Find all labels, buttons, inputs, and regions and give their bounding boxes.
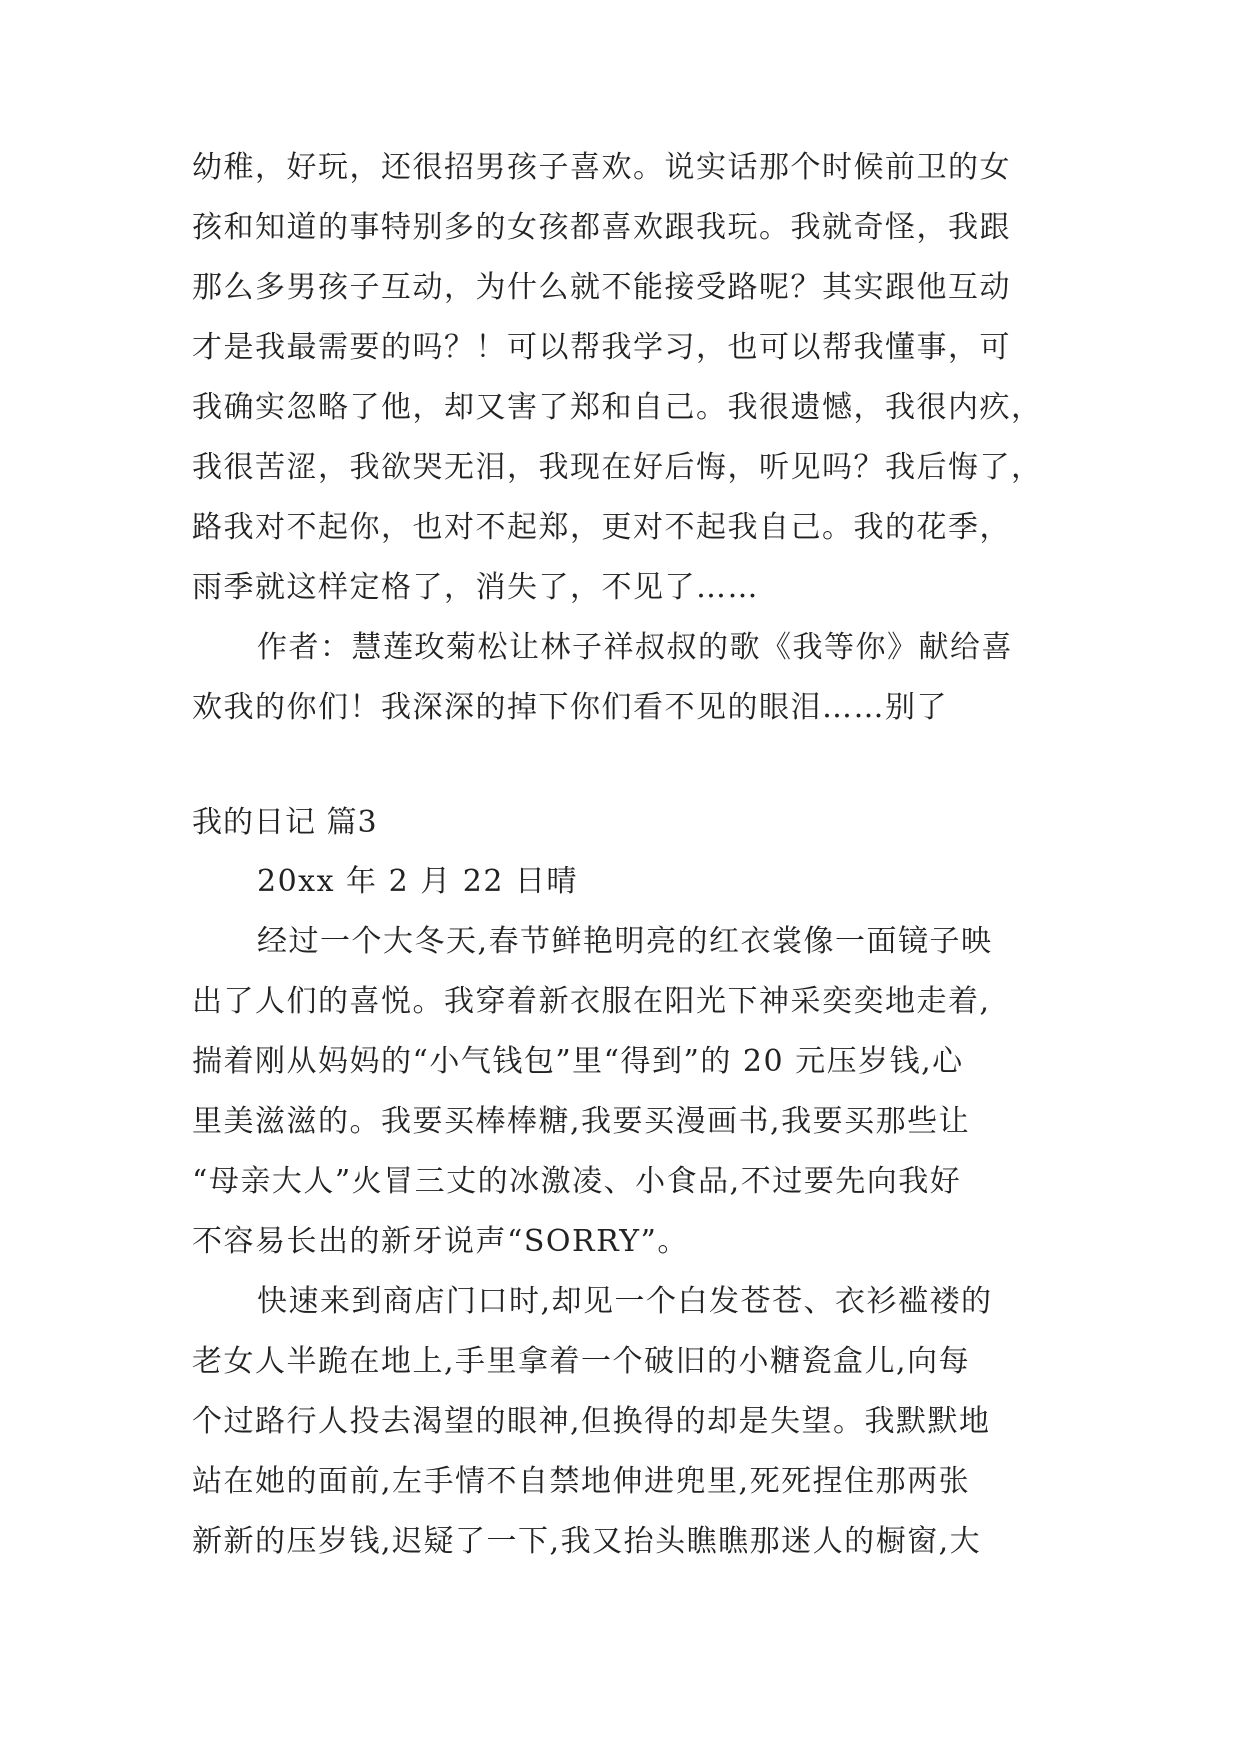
date-line: 20xx 年 2 月 22 日晴 — [257, 864, 578, 899]
text-line: 老女人半跪在地上,手里拿着一个破旧的小糖瓷盒儿,向每 — [192, 1344, 971, 1379]
text-line: 我很苦涩，我欲哭无泪，我现在好后悔，听见吗？我后悔了， — [192, 450, 1043, 485]
text-line: 不容易长出的新牙说声“SORRY”。 — [192, 1224, 689, 1259]
text-line: 揣着刚从妈妈的“小气钱包”里“得到”的 20 元压岁钱,心 — [192, 1044, 964, 1079]
author-note-line: 作者：慧莲玫菊松让林子祥叔叔的歌《我等你》献给喜 — [257, 630, 1013, 665]
text-line: 我确实忽略了他，却又害了郑和自己。我很遗憾，我很内疚， — [192, 390, 1043, 425]
text-line: 出了人们的喜悦。我穿着新衣服在阳光下神采奕奕地走着, — [192, 984, 991, 1019]
section-title: 我的日记 篇3 — [192, 805, 378, 840]
text-line: 雨季就这样定格了，消失了，不见了…… — [192, 570, 759, 605]
text-line: 经过一个大冬天,春节鲜艳明亮的红衣裳像一面镜子映 — [257, 924, 993, 959]
text-line: “母亲大人”火冒三丈的冰激凌、小食品,不过要先向我好 — [192, 1164, 962, 1199]
text-line: 个过路行人投去渴望的眼神,但换得的却是失望。我默默地 — [192, 1404, 991, 1439]
text-line: 才是我最需要的吗？！可以帮我学习，也可以帮我懂事，可 — [192, 330, 1011, 365]
text-line: 里美滋滋的。我要买棒棒糖,我要买漫画书,我要买那些让 — [192, 1104, 971, 1139]
text-line: 站在她的面前,左手情不自禁地伸进兜里,死死捏住那两张 — [192, 1464, 971, 1499]
author-note-line: 欢我的你们！我深深的掉下你们看不见的眼泪……别了 — [192, 690, 948, 725]
text-line: 路我对不起你，也对不起郑，更对不起我自己。我的花季， — [192, 510, 1011, 545]
text-line: 幼稚，好玩，还很招男孩子喜欢。说实话那个时候前卫的女 — [192, 150, 1011, 185]
text-line: 新新的压岁钱,迟疑了一下,我又抬头瞧瞧那迷人的橱窗,大 — [192, 1524, 982, 1559]
text-line: 快速来到商店门口时,却见一个白发苍苍、衣衫褴褛的 — [257, 1284, 993, 1319]
text-line: 那么多男孩子互动，为什么就不能接受路呢？其实跟他互动 — [192, 270, 1011, 305]
text-line: 孩和知道的事特别多的女孩都喜欢跟我玩。我就奇怪，我跟 — [192, 210, 1011, 245]
